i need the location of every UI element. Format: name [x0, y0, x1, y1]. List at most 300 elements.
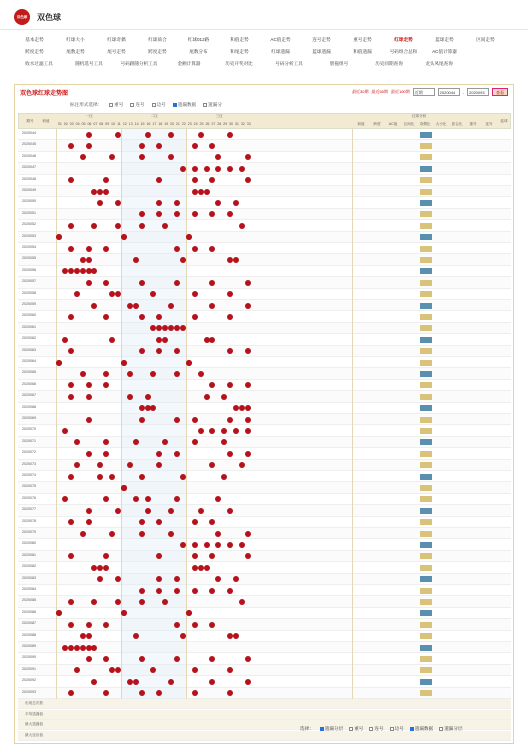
red-ball-mark — [239, 462, 245, 468]
nav-item[interactable]: 红球012路 — [187, 37, 210, 42]
issue-cell: 2020053 — [22, 233, 36, 238]
red-ball-mark — [145, 394, 151, 400]
red-ball-mark — [91, 189, 97, 195]
zone-band — [121, 425, 186, 436]
issue-cell: 2020074 — [22, 473, 36, 477]
footer-option-repeat[interactable]: 重号 — [349, 726, 363, 732]
analysis-col-header: 区间比 — [403, 122, 415, 126]
red-ball-mark — [198, 132, 204, 138]
red-ball-mark — [204, 542, 210, 548]
ratio-tag — [420, 200, 432, 206]
zone-band — [56, 688, 121, 699]
red-ball-mark — [168, 303, 174, 309]
red-ball-mark — [68, 599, 74, 605]
period-50[interactable]: 最近50期 — [371, 89, 388, 94]
zone-band — [186, 391, 251, 402]
nav-menu — [14, 34, 514, 70]
option-edge[interactable]: 边号 — [152, 102, 166, 108]
checkbox-icon — [130, 103, 134, 107]
red-ball-mark — [245, 428, 251, 434]
nav-item[interactable]: 金额计算器 — [177, 61, 201, 66]
ratio-tag — [420, 234, 432, 240]
red-ball-mark — [121, 360, 127, 366]
red-ball-mark — [62, 645, 68, 651]
table-row — [18, 596, 511, 607]
ball-number-header: 26 — [205, 122, 210, 126]
issue-cell: 2020079 — [22, 530, 36, 534]
zone-band — [56, 403, 121, 414]
ball-number-header: 17 — [152, 122, 157, 126]
nav-item[interactable]: 区间走势 — [476, 37, 495, 42]
red-ball-mark — [192, 542, 198, 548]
table-row — [18, 403, 511, 414]
red-ball-mark — [127, 394, 133, 400]
ratio-tag — [420, 166, 432, 172]
nav-item[interactable]: 龙头凤尾查询 — [425, 61, 453, 66]
stats-row — [18, 710, 511, 720]
zone-band — [186, 254, 251, 265]
trend-panel — [14, 84, 514, 744]
red-ball-mark — [80, 645, 86, 651]
analysis-col-header: 跨度 — [373, 122, 381, 126]
table-row — [18, 175, 511, 186]
red-ball-mark — [80, 531, 86, 537]
zone-band — [121, 129, 186, 140]
red-ball-mark — [245, 405, 251, 411]
red-ball-mark — [86, 508, 92, 514]
nav-item[interactable]: 号码跟随分析工具 — [120, 61, 158, 66]
nav-item[interactable]: 连号走势 — [312, 37, 331, 42]
red-ball-mark — [204, 189, 210, 195]
nav-item[interactable]: 红球遗漏 — [271, 49, 290, 54]
ball-number-header: 25 — [199, 122, 204, 126]
red-ball-mark — [245, 679, 251, 685]
period-select[interactable]: 近期 — [413, 88, 435, 96]
table-row — [18, 494, 511, 505]
red-ball-mark — [68, 143, 74, 149]
red-ball-mark — [133, 257, 139, 263]
zone-band — [121, 505, 186, 516]
issue-cell: 2020090 — [22, 655, 36, 660]
ratio-tag — [420, 462, 432, 468]
ball-number-header: 30 — [229, 122, 234, 126]
ratio-tag — [420, 645, 432, 651]
issue-cell: 2020056 — [22, 267, 36, 272]
zone-band — [121, 334, 186, 345]
red-ball-mark — [97, 474, 103, 480]
red-ball-mark — [86, 633, 92, 639]
red-ball-mark — [239, 599, 245, 605]
footer-option-layer2[interactable]: 遗漏分层 — [439, 726, 462, 732]
table-row — [18, 243, 511, 254]
zone-band — [56, 163, 121, 174]
nav-item[interactable]: 和值走势 — [230, 37, 249, 42]
zone-band — [56, 197, 121, 208]
red-ball-mark — [198, 189, 204, 195]
table-row — [18, 517, 511, 528]
zone-band — [186, 608, 251, 619]
ratio-tag — [420, 314, 432, 320]
red-ball-mark — [192, 439, 198, 445]
ratio-tag — [420, 485, 432, 491]
nav-item[interactable]: 蓝球走势 — [435, 37, 454, 42]
table-row — [18, 585, 511, 596]
ball-number-header: 22 — [181, 122, 186, 126]
red-ball-mark — [156, 588, 162, 594]
stats-row — [18, 699, 511, 709]
issue-cell: 2020047 — [22, 165, 36, 170]
red-ball-mark — [204, 337, 210, 343]
ball-number-header: 21 — [175, 122, 180, 126]
ball-number-header: 27 — [211, 122, 216, 126]
red-ball-mark — [245, 280, 251, 286]
zone-band — [121, 517, 186, 528]
checkbox-checked-icon — [410, 727, 414, 731]
annotation-options — [15, 99, 513, 111]
zone-band — [186, 357, 251, 368]
ratio-tag — [420, 622, 432, 628]
red-ball-mark — [192, 291, 198, 297]
nav-item[interactable]: 基本走势 — [25, 37, 44, 42]
table-row — [18, 665, 511, 676]
zone-band — [56, 175, 121, 186]
table-row — [18, 323, 511, 334]
red-ball-mark — [209, 246, 215, 252]
period-controls: 最近30期 最近50期 最近100期 近期 2020044 - 2020093 查看 — [352, 88, 508, 96]
analysis-col-header: 和值 — [357, 122, 365, 126]
footer-label: 选择： — [300, 726, 314, 731]
red-ball-mark — [139, 223, 145, 229]
issue-cell: 2020066 — [22, 381, 36, 386]
zone-header: 一区 — [85, 114, 94, 118]
nav-item[interactable]: 收水过滤工具 — [25, 61, 53, 66]
issue-cell: 2020073 — [22, 461, 36, 466]
zone-band — [121, 175, 186, 186]
red-ball-mark — [239, 405, 245, 411]
nav-item[interactable]: 号码组合总和 — [389, 49, 418, 54]
nav-item[interactable]: 随机选号工具 — [75, 61, 103, 66]
zone-band — [121, 357, 186, 368]
from-issue-input[interactable]: 2020044 — [438, 88, 460, 96]
zone-band — [56, 551, 121, 562]
ball-number-header: 19 — [164, 122, 169, 126]
ball-number-header: 08 — [99, 122, 104, 126]
zone-band — [121, 688, 186, 699]
issue-cell: 2020061 — [22, 324, 36, 329]
red-ball-mark — [174, 451, 180, 457]
table-row — [18, 505, 511, 516]
table-row — [18, 551, 511, 562]
nav-item[interactable]: AC值计算器 — [432, 49, 457, 54]
stats-label: 平均遗漏值 — [25, 711, 43, 716]
nav-item[interactable]: AC值走势 — [270, 37, 291, 42]
table-row — [18, 311, 511, 322]
table-row — [18, 642, 511, 653]
option-consecutive[interactable]: 连号 — [130, 102, 144, 108]
ratio-tag — [420, 143, 432, 149]
table-row — [18, 140, 511, 151]
ball-number-header: 13 — [128, 122, 133, 126]
nav-item[interactable]: 和尾走势 — [230, 49, 249, 54]
ratio-tag — [420, 667, 432, 673]
zone-band — [121, 528, 186, 539]
checkbox-icon — [390, 727, 394, 731]
table-row — [18, 289, 511, 300]
blue-header: 蓝球 — [500, 119, 508, 123]
issue-cell: 2020070 — [22, 427, 36, 432]
zone-band — [186, 642, 251, 653]
red-ball-mark — [227, 588, 233, 594]
option-missing-data[interactable]: 遗漏数据 — [173, 102, 196, 108]
nav-item[interactable]: 尾数走势 — [66, 49, 85, 54]
ratio-tag — [420, 189, 432, 195]
zone-band — [186, 368, 251, 379]
issue-cell: 2020062 — [22, 336, 36, 341]
nav-item[interactable]: 跨度走势 — [25, 49, 44, 54]
red-ball-mark — [133, 633, 139, 639]
red-ball-mark — [91, 645, 97, 651]
ball-number-header: 32 — [240, 122, 245, 126]
ball-number-header: 02 — [63, 122, 68, 126]
red-ball-mark — [68, 314, 74, 320]
table-row — [18, 676, 511, 687]
ratio-tag — [420, 610, 432, 616]
red-ball-mark — [198, 565, 204, 571]
zone-band — [121, 266, 186, 277]
red-ball-mark — [139, 143, 145, 149]
table-row — [18, 539, 511, 550]
zone-band — [121, 380, 186, 391]
zone-band — [186, 653, 251, 664]
red-ball-mark — [209, 588, 215, 594]
red-ball-mark — [115, 132, 121, 138]
ratio-tag — [420, 154, 432, 160]
zone-header: 二区 — [150, 114, 158, 118]
red-ball-mark — [227, 508, 233, 514]
red-ball-mark — [139, 656, 145, 662]
zone-band — [186, 232, 251, 243]
red-ball-mark — [115, 508, 121, 514]
red-ball-mark — [139, 519, 145, 525]
red-ball-mark — [174, 588, 180, 594]
analysis-col-header: 重号 — [469, 122, 477, 126]
issue-cell: 2020063 — [22, 347, 36, 352]
ratio-tag — [420, 451, 432, 457]
ratio-tag — [420, 417, 432, 423]
red-ball-mark — [221, 394, 227, 400]
table-row — [18, 357, 511, 368]
red-ball-mark — [127, 462, 133, 468]
ball-number-header: 09 — [105, 122, 110, 126]
red-ball-mark — [133, 439, 139, 445]
red-ball-mark — [174, 622, 180, 628]
issue-cell: 2020071 — [22, 438, 36, 443]
option-repeat[interactable]: 重号 — [109, 102, 123, 108]
footer-option-layer[interactable]: 遗漏分层 — [320, 726, 343, 732]
issue-cell: 2020085 — [22, 598, 36, 603]
ratio-tag — [420, 542, 432, 548]
option-missing-layer[interactable]: 遗漏分 — [203, 102, 222, 108]
table-row — [18, 220, 511, 231]
options-label: 标注形式选择： — [70, 102, 103, 107]
ratio-tag — [420, 576, 432, 582]
red-ball-mark — [86, 394, 92, 400]
ball-number-header: 31 — [234, 122, 239, 126]
zone-band — [186, 323, 251, 334]
period-30[interactable]: 最近30期 — [352, 89, 369, 94]
nav-item[interactable]: 历史同期查询 — [375, 61, 403, 66]
table-row — [18, 391, 511, 402]
analysis-col-header: 连号 — [485, 122, 493, 126]
table-row — [18, 277, 511, 288]
nav-item[interactable]: 跨度走势 — [148, 49, 167, 54]
nav-item[interactable]: 胆拖组号 — [329, 61, 349, 66]
zone-band — [121, 608, 186, 619]
to-issue-input[interactable]: 2020093 — [467, 88, 489, 96]
site-title: 双色球 — [37, 13, 61, 22]
analysis-col-header: 大小比 — [435, 122, 447, 126]
issue-cell: 2020044 — [22, 131, 36, 135]
issue-cell: 2020086 — [22, 609, 36, 614]
zone-band — [186, 129, 251, 140]
red-ball-mark — [127, 371, 133, 377]
nav-item[interactable]: 红球质合 — [148, 37, 167, 42]
red-ball-mark — [97, 189, 103, 195]
red-ball-mark — [74, 268, 80, 274]
issue-cell: 2020068 — [22, 404, 36, 409]
stats-table — [18, 699, 511, 741]
zone-band — [56, 539, 121, 550]
view-button[interactable]: 查看 — [492, 88, 508, 96]
nav-item[interactable]: 和值遗漏 — [353, 49, 372, 54]
issue-cell: 2020065 — [22, 370, 36, 375]
checkbox-checked-icon — [320, 727, 324, 731]
red-ball-mark — [221, 474, 227, 480]
red-ball-mark — [227, 542, 233, 548]
table-row — [18, 152, 511, 163]
issue-cell: 2020072 — [22, 450, 36, 455]
nav-item[interactable]: 重号走势 — [353, 37, 372, 42]
red-ball-mark — [192, 667, 198, 673]
red-ball-mark — [227, 132, 233, 138]
ratio-tag — [420, 633, 432, 639]
nav-item[interactable]: 红球走势 — [394, 37, 413, 42]
nav-item[interactable]: 尾数分布 — [189, 49, 208, 54]
ball-number-header: 18 — [158, 122, 163, 126]
red-ball-mark — [109, 474, 115, 480]
red-ball-mark — [227, 314, 233, 320]
ratio-tag — [420, 656, 432, 662]
zone-band — [186, 482, 251, 493]
ratio-tag — [420, 303, 432, 309]
nav-item[interactable]: 蓝球遗漏 — [312, 49, 331, 54]
zone-band — [121, 220, 186, 231]
nav-item[interactable]: 历史开奖对比 — [225, 61, 253, 66]
checkbox-icon — [109, 103, 113, 107]
logo-text: 双色球 — [16, 15, 28, 19]
ratio-tag — [420, 132, 432, 138]
footer-option-missing[interactable]: 遗漏数据 — [410, 726, 433, 732]
ratio-tag — [420, 371, 432, 377]
red-ball-mark — [215, 166, 221, 172]
red-ball-mark — [86, 268, 92, 274]
ball-number-header: 04 — [75, 122, 80, 126]
zone-band — [121, 254, 186, 265]
issue-cell: 2020092 — [22, 678, 36, 683]
zone-band — [56, 209, 121, 220]
ratio-tag — [420, 405, 432, 411]
red-ball-mark — [239, 166, 245, 172]
table-row — [18, 574, 511, 585]
red-ball-mark — [74, 291, 80, 297]
issue-cell: 2020050 — [22, 199, 36, 204]
nav-item[interactable]: 红球奇偶 — [107, 37, 126, 42]
red-ball-mark — [139, 314, 145, 320]
red-ball-mark — [133, 496, 139, 502]
zone-band — [186, 334, 251, 345]
red-ball-mark — [227, 166, 233, 172]
zone-band — [121, 140, 186, 151]
nav-item[interactable]: 红球大小 — [66, 37, 85, 42]
red-ball-mark — [139, 280, 145, 286]
red-ball-mark — [156, 451, 162, 457]
red-ball-mark — [133, 303, 139, 309]
footer-option-edge[interactable]: 边号 — [390, 726, 404, 732]
issue-cell: 2020048 — [22, 176, 36, 181]
zone-band — [121, 232, 186, 243]
red-ball-mark — [86, 382, 92, 388]
red-ball-mark — [174, 656, 180, 662]
zone-band — [56, 437, 121, 448]
panel-toolbar — [15, 85, 513, 99]
red-ball-mark — [245, 303, 251, 309]
period-100[interactable]: 最近100期 — [390, 89, 410, 94]
red-ball-mark — [245, 656, 251, 662]
red-ball-mark — [204, 565, 210, 571]
red-ball-mark — [168, 508, 174, 514]
zone-band — [121, 596, 186, 607]
ratio-tag — [420, 428, 432, 434]
ball-number-header: 23 — [187, 122, 192, 126]
ball-number-header: 07 — [93, 122, 98, 126]
red-ball-mark — [204, 394, 210, 400]
red-ball-mark — [80, 633, 86, 639]
ratio-tag — [420, 394, 432, 400]
red-ball-mark — [192, 246, 198, 252]
red-ball-mark — [86, 257, 92, 263]
site-logo[interactable] — [14, 9, 30, 25]
ratio-tag — [420, 360, 432, 366]
red-ball-mark — [204, 166, 210, 172]
red-ball-mark — [162, 223, 168, 229]
stats-label: 最大连出值 — [25, 732, 43, 737]
red-ball-mark — [239, 542, 245, 548]
zone-band — [56, 596, 121, 607]
nav-item[interactable]: 尾号走势 — [107, 49, 126, 54]
ball-number-header: 01 — [57, 122, 62, 126]
nav-item[interactable]: 号码分析工具 — [275, 61, 303, 66]
stats-row — [18, 731, 511, 741]
table-row — [18, 209, 511, 220]
red-ball-mark — [239, 223, 245, 229]
red-ball-mark — [139, 348, 145, 354]
red-ball-mark — [109, 531, 115, 537]
red-ball-mark — [198, 508, 204, 514]
zone-band — [121, 437, 186, 448]
analysis-col-header: 质合比 — [451, 122, 463, 126]
red-ball-mark — [174, 417, 180, 423]
footer-option-consecutive[interactable]: 连号 — [369, 726, 383, 732]
